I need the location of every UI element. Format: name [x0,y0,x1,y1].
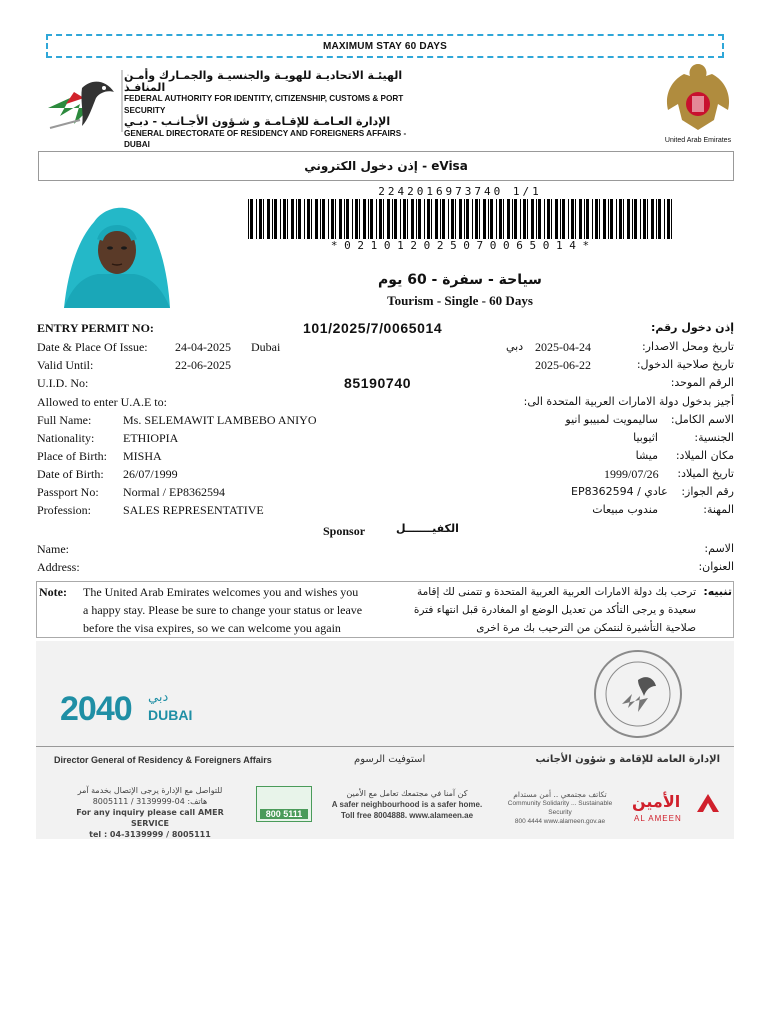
barcode-bar [627,199,630,239]
authority-ar-line1: الهيئـة الاتحاديـة للهويـة والجنسيـة والجمـارك وأمـن المنافـذ [124,69,403,94]
pob-value: MISHA [123,449,162,463]
visa-type-en: Tourism - Single - 60 Days [387,293,533,308]
barcode-bar [427,199,430,239]
barcode-bar [575,199,576,239]
barcode-bar [328,199,329,239]
note-line1-ar: ترحب بك دولة الامارات العربية العربية المتحدة و تتمنى لك إقامة [417,586,696,598]
directorate-ar: الإدارة العامة للإقامة و شؤون الأجانب [535,754,720,765]
barcode-bar [296,199,297,239]
dob-value-ar: 1999/07/26 [604,467,659,481]
barcode-bar [272,199,273,239]
barcode-bar [472,199,473,239]
barcode-bar [315,199,318,239]
barcode-bar [514,199,517,239]
nationality-label-ar: الجنسية: [694,431,734,444]
barcode-bar [359,199,360,239]
pob-value-ar: ميشا [635,449,658,462]
barcode-bar [320,199,321,239]
barcode-bar [568,199,569,239]
barcode-bar [584,199,585,239]
barcode-bar [451,199,454,239]
max-stay-banner: MAXIMUM STAY 60 DAYS [46,34,724,58]
issue-label: Date & Place Of Issue: [37,340,148,354]
barcode-bar [298,199,301,239]
full-name-label-ar: الاسم الكامل: [670,413,734,426]
full-name-value: Ms. SELEMAWIT LAMBEBO ANIYO [123,413,317,427]
barcode-top-number: 2242016973740 1/1 [378,185,542,198]
barcode-bar [383,199,384,239]
sponsor-address-label: Address: [37,560,80,574]
barcode-bar [280,199,281,239]
barcode-bar [331,199,334,239]
note-line2-ar: سعيدة و يرجى التأكد من تعديل الوضع او المغادرة قبل انتهاء فترة [413,604,696,616]
barcode-bar [322,199,325,239]
barcode-bar [640,199,641,239]
nationality-label: Nationality: [37,431,95,445]
barcode-bar [287,199,288,239]
barcode-bar [416,199,417,239]
alameen-chevron-icon [695,792,721,814]
sponsor-address-label-ar: العنوان: [698,560,734,573]
barcode-bar [608,199,609,239]
pob-label-ar: مكان الميلاد: [675,449,734,462]
pob-label: Place of Birth: [37,449,107,463]
barcode-bar [619,199,622,239]
barcode-bar [387,199,390,239]
dubai-ar-text: دبي [148,690,169,705]
barcode-bar [647,199,648,239]
barcode-bar [571,199,574,239]
barcode-bar [379,199,382,239]
barcode-bar [352,199,353,239]
note-line3: before the visa expires, so we can welcome you again [83,621,341,635]
falcon-logo-icon [40,68,120,134]
note-label: Note: [39,585,67,599]
barcode-bar [368,199,369,239]
barcode-bar [435,199,438,239]
barcode-bar [523,199,526,239]
barcode-bar [490,199,493,239]
barcode-bar [651,199,654,239]
alameen-info [322,788,492,821]
barcode-bar [344,199,345,239]
amer-ar-2: هاتف: 04-3139999 / 8005111 [92,797,208,806]
barcode-bar [256,199,257,239]
barcode-bar [547,199,550,239]
barcode-bar [610,199,613,239]
barcode-bar [455,199,456,239]
barcode-bar [475,199,478,239]
allowed-label: Allowed to enter U.A.E to: [37,395,167,409]
logo-divider [121,70,123,132]
barcode-bar [531,199,534,239]
profession-label-ar: المهنة: [703,503,734,516]
stamp-duty-ar: استوفيت الرسوم [354,754,426,765]
barcode-bar [503,199,504,239]
barcode-bar [520,199,521,239]
amer-en-1: For any inquiry please call AMER SERVICE [76,808,224,828]
barcode-bar [376,199,377,239]
barcode-bar [592,199,593,239]
barcode-bar [440,199,441,239]
barcode-bar [418,199,421,239]
barcode-bar [536,199,537,239]
barcode-bar [448,199,449,239]
nationality-value-ar: اثيوبيا [633,431,658,444]
official-stamp-icon [592,648,684,740]
entry-permit-label: ENTRY PERMIT NO: [37,321,154,335]
barcode-bar [424,199,425,239]
barcode-bar [586,199,589,239]
barcode-bar [603,199,606,239]
amer-en-2: tel : 04-3139999 / 8005111 [89,830,211,839]
barcode-bar [263,199,264,239]
valid-date-ar: 2025-06-22 [535,358,591,372]
barcode-bar [656,199,657,239]
sponsor-name-label: Name: [37,542,69,556]
profession-value: SALES REPRESENTATIVE [123,503,264,517]
dob-label: Date of Birth: [37,467,104,481]
barcode-bar [363,199,366,239]
barcode-bar [335,199,336,239]
barcode-bar [464,199,465,239]
community-en: Community Solidarity ... Sustainable Security [507,800,613,816]
authority-en-line1: FEDERAL AUTHORITY FOR IDENTITY, CITIZENSHIP, CUSTOMS & PORT SECURITY [124,94,404,115]
issue-place-ar: دبي [506,340,524,353]
barcode-bar [250,199,253,239]
barcode-bar [634,199,637,239]
barcode-bar [479,199,480,239]
barcode-bar [400,199,401,239]
barcode-bar [512,199,513,239]
barcode-bottom-number: * 0 2 1 0 1 2 0 2 5 0 7 0 0 6 5 0 1 4 * [330,239,590,252]
note-line3-ar: صلاحية التأشيرة لنتمكن من الترحيب بك مرة اخرى [476,622,696,634]
barcode-bar [392,199,393,239]
barcode-bar [466,199,469,239]
barcode-bar [283,199,286,239]
amer-ar-1: للتواصل مع الإدارة يرجى الإتصال بخدمة آمر [77,786,223,795]
barcode-bar [411,199,414,239]
barcode-bar [304,199,305,239]
profession-label: Profession: [37,503,91,517]
barcode-bar [407,199,408,239]
barcode-bar [560,199,561,239]
dubai-en-text: DUBAI [148,707,193,723]
barcode-bar [394,199,397,239]
barcode-bar [579,199,582,239]
note-line1: The United Arab Emirates welcomes you and wishes you [83,585,359,599]
emblem-caption: United Arab Emirates [664,137,732,144]
barcode-bar [499,199,502,239]
barcode-bar [431,199,432,239]
barcode-bar [248,199,249,239]
passport-value: Normal / EP8362594 [123,485,225,499]
barcode-bar [459,199,462,239]
barcode-bar [664,199,665,239]
entry-permit-number: 101/2025/7/0065014 [303,320,443,336]
alameen-en-1: A safer neighbourhood is a safer home. [331,800,483,809]
issue-label-ar: تاريخ ومحل الاصدار: [641,340,734,353]
entry-permit-label-ar: إذن دخول رقم: [650,321,734,334]
valid-label: Valid Until: [37,358,94,372]
uid-number: 85190740 [344,375,412,391]
authority-en-line2: GENERAL DIRECTORATE OF RESIDENCY AND FOREIGNERS AFFAIRS - DUBAI [124,128,407,149]
director-title: Director General of Residency & Foreigners Affairs [54,755,272,765]
barcode-bar [658,199,661,239]
barcode-bar [595,199,598,239]
alameen-logo-ar: الأمين [632,792,681,811]
profession-value-ar: مندوب مبيعات [592,503,658,516]
footer-divider [36,746,734,747]
issue-place: Dubai [251,340,281,354]
sponsor-title: Sponsor [323,524,366,538]
barcode-bar [616,199,617,239]
community-ar: تكاتف مجتمعي .. أمن مستدام [513,790,607,799]
note-line2: a happy stay. Please be sure to change your status or leave [83,603,363,617]
barcode-bar [527,199,528,239]
barcode-bar [496,199,497,239]
barcode-bar [267,199,270,239]
barcode-bar [551,199,552,239]
barcode-bar [483,199,486,239]
barcode-bar [488,199,489,239]
barcode-bar [442,199,445,239]
uid-label-ar: الرقم الموحد: [670,376,734,389]
full-name-label: Full Name: [37,413,92,427]
barcode-bar [307,199,310,239]
barcode-bar [339,199,342,239]
barcode-bar [667,199,670,239]
dob-value: 26/07/1999 [123,467,178,481]
authority-header [124,70,424,151]
dubai-2040-logo: 2040 [60,690,132,728]
passport-value-ar: EP8362594 / عادي [571,485,668,498]
issue-date: 24-04-2025 [175,340,231,354]
visa-type-ar: سياحة - سفرة - 60 يوم [378,272,542,288]
barcode-icon [248,199,672,239]
barcode-bar [623,199,624,239]
authority-ar-line2: الإدارة العـامـة للإقـامـة و شـؤون الأجـانـب - دبـي [124,115,391,128]
barcode-bar [538,199,541,239]
barcode-bar [643,199,646,239]
full-name-value-ar: ساليمويت لمبيبو انيو [565,413,658,426]
uid-label: U.I.D. No: [37,376,89,390]
barcode-bar [544,199,545,239]
sponsor-name-label-ar: الاسم: [704,542,734,555]
alameen-ar-1: كن آمنا في مجتمعك تعامل مع الأمين [346,789,468,798]
barcode-bar [291,199,294,239]
passport-label-ar: رقم الجواز: [681,485,734,498]
sponsor-title-ar: الكفيـــــــل [396,522,459,535]
dob-label-ar: تاريخ الميلاد: [677,467,734,480]
barcode-bar [274,199,277,239]
alameen-en-2: Toll free 8004888. www.alameen.ae [340,811,474,820]
amer-service-logo [256,786,312,822]
nationality-value: ETHIOPIA [123,431,179,445]
amer-info [60,785,240,840]
allowed-label-ar: أجيز بدخول دولة الامارات العربية المتحدة الى: [523,395,734,408]
service-number: 800 5111 [260,809,308,819]
passport-label: Passport No: [37,485,99,499]
note-label-ar: تنبيه: [703,585,732,598]
barcode-bar [507,199,510,239]
evisa-title: إذن دخول الكتروني - eVisa [38,151,734,181]
barcode-bar [355,199,358,239]
barcode-bar [632,199,633,239]
valid-date: 22-06-2025 [175,358,231,372]
valid-label-ar: تاريخ صلاحية الدخول: [636,358,734,371]
barcode-bar [370,199,373,239]
issue-date-ar: 2025-04-24 [535,340,591,354]
barcode-bar [599,199,600,239]
community-info [500,790,620,826]
barcode-bar [346,199,349,239]
community-contact: 800 4444 www.alameen.gov.ae [514,818,606,825]
uae-emblem-icon [662,60,734,136]
barcode-bar [311,199,312,239]
applicant-photo [58,200,174,308]
barcode-bar [403,199,406,239]
barcode-bar [259,199,262,239]
barcode-bar [562,199,565,239]
barcode-bar [671,199,672,239]
barcode-bar [555,199,558,239]
alameen-logo-en: AL AMEEN [634,814,682,823]
